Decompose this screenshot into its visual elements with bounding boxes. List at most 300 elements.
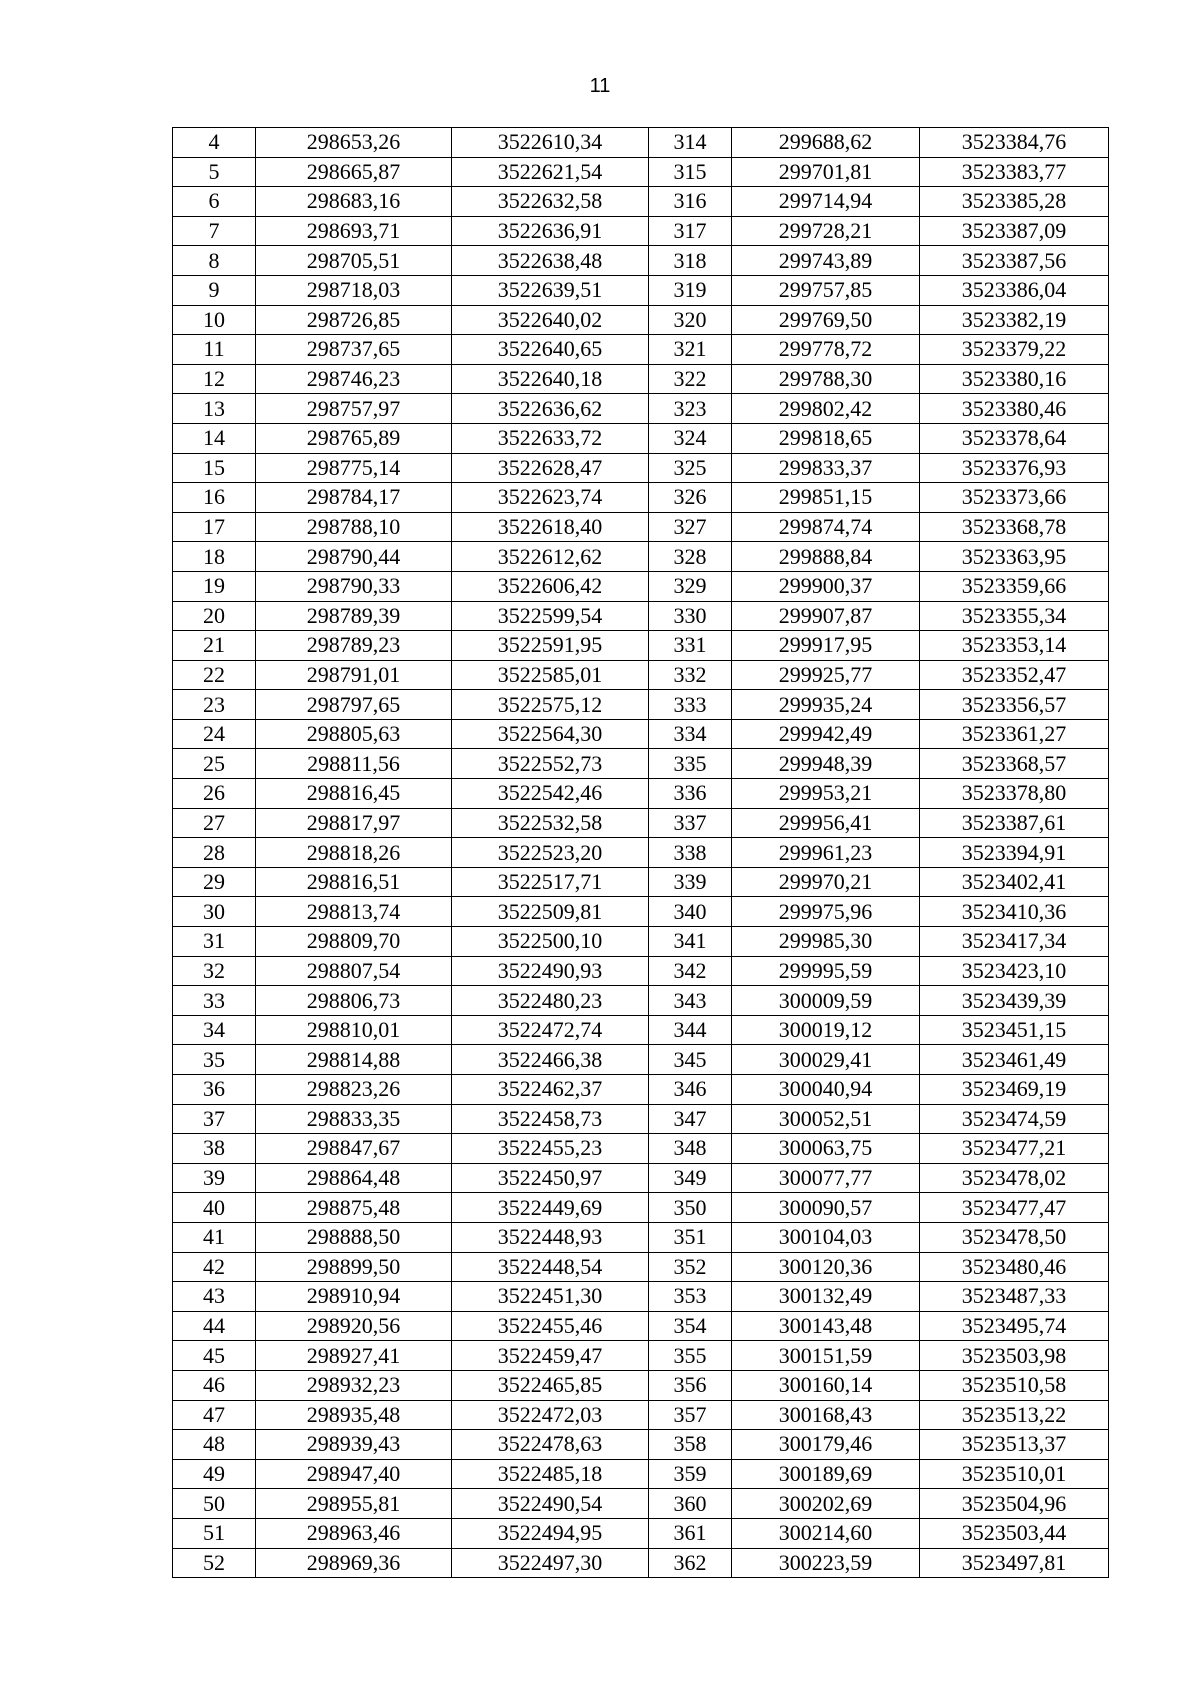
table-row bbox=[173, 956, 1109, 986]
cell-point-number-left: 36 bbox=[173, 1075, 256, 1105]
cell-point-number-left: 7 bbox=[173, 216, 256, 246]
cell-point-number-right: 355 bbox=[649, 1341, 732, 1371]
cell-x-right: 300223,59 bbox=[732, 1548, 920, 1578]
cell-point-number-left: 21 bbox=[173, 631, 256, 661]
cell-point-number-right: 347 bbox=[649, 1104, 732, 1134]
cell-point-number-right: 330 bbox=[649, 601, 732, 631]
cell-x-left: 298726,85 bbox=[256, 305, 452, 335]
table-row bbox=[173, 1222, 1109, 1252]
cell-point-number-right: 350 bbox=[649, 1193, 732, 1223]
cell-point-number-right: 332 bbox=[649, 660, 732, 690]
cell-x-right: 299942,49 bbox=[732, 719, 920, 749]
cell-point-number-left: 23 bbox=[173, 690, 256, 720]
table-row bbox=[173, 690, 1109, 720]
cell-y-right: 3523385,28 bbox=[920, 187, 1109, 217]
cell-x-left: 298784,17 bbox=[256, 483, 452, 513]
cell-y-left: 3522500,10 bbox=[452, 927, 649, 957]
cell-y-right: 3523376,93 bbox=[920, 453, 1109, 483]
cell-y-right: 3523378,80 bbox=[920, 779, 1109, 809]
cell-y-right: 3523510,58 bbox=[920, 1370, 1109, 1400]
cell-y-left: 3522552,73 bbox=[452, 749, 649, 779]
cell-y-left: 3522451,30 bbox=[452, 1282, 649, 1312]
cell-point-number-left: 26 bbox=[173, 779, 256, 809]
cell-point-number-right: 338 bbox=[649, 838, 732, 868]
cell-y-left: 3522462,37 bbox=[452, 1075, 649, 1105]
cell-y-right: 3523352,47 bbox=[920, 660, 1109, 690]
cell-x-right: 299975,96 bbox=[732, 897, 920, 927]
cell-x-right: 300009,59 bbox=[732, 986, 920, 1016]
cell-x-right: 300189,69 bbox=[732, 1459, 920, 1489]
cell-x-right: 299888,84 bbox=[732, 542, 920, 572]
cell-y-left: 3522610,34 bbox=[452, 128, 649, 158]
cell-point-number-right: 352 bbox=[649, 1252, 732, 1282]
cell-x-left: 298757,97 bbox=[256, 394, 452, 424]
table-row bbox=[173, 719, 1109, 749]
cell-point-number-left: 47 bbox=[173, 1400, 256, 1430]
table-row bbox=[173, 1134, 1109, 1164]
table-row bbox=[173, 1489, 1109, 1519]
cell-y-right: 3523353,14 bbox=[920, 631, 1109, 661]
table-row bbox=[173, 1163, 1109, 1193]
cell-point-number-left: 12 bbox=[173, 364, 256, 394]
cell-point-number-right: 319 bbox=[649, 275, 732, 305]
table-row bbox=[173, 601, 1109, 631]
cell-x-right: 299900,37 bbox=[732, 571, 920, 601]
cell-x-right: 299851,15 bbox=[732, 483, 920, 513]
cell-point-number-left: 33 bbox=[173, 986, 256, 1016]
cell-y-left: 3522623,74 bbox=[452, 483, 649, 513]
table-row bbox=[173, 512, 1109, 542]
cell-x-left: 298746,23 bbox=[256, 364, 452, 394]
cell-x-right: 300179,46 bbox=[732, 1430, 920, 1460]
table-row bbox=[173, 216, 1109, 246]
cell-y-right: 3523386,04 bbox=[920, 275, 1109, 305]
cell-point-number-right: 356 bbox=[649, 1370, 732, 1400]
cell-y-right: 3523359,66 bbox=[920, 571, 1109, 601]
cell-point-number-right: 316 bbox=[649, 187, 732, 217]
cell-y-left: 3522640,02 bbox=[452, 305, 649, 335]
cell-x-right: 300029,41 bbox=[732, 1045, 920, 1075]
cell-y-right: 3523439,39 bbox=[920, 986, 1109, 1016]
cell-point-number-right: 321 bbox=[649, 335, 732, 365]
cell-x-right: 299953,21 bbox=[732, 779, 920, 809]
cell-x-right: 299874,74 bbox=[732, 512, 920, 542]
cell-x-left: 298705,51 bbox=[256, 246, 452, 276]
cell-x-right: 299995,59 bbox=[732, 956, 920, 986]
cell-x-left: 298875,48 bbox=[256, 1193, 452, 1223]
cell-point-number-right: 342 bbox=[649, 956, 732, 986]
cell-x-left: 298963,46 bbox=[256, 1518, 452, 1548]
cell-point-number-right: 336 bbox=[649, 779, 732, 809]
coordinates-table-body bbox=[173, 128, 1109, 1578]
cell-x-left: 298823,26 bbox=[256, 1075, 452, 1105]
cell-y-right: 3523383,77 bbox=[920, 157, 1109, 187]
cell-y-right: 3523503,44 bbox=[920, 1518, 1109, 1548]
cell-x-left: 298790,44 bbox=[256, 542, 452, 572]
cell-x-left: 298910,94 bbox=[256, 1282, 452, 1312]
cell-y-right: 3523355,34 bbox=[920, 601, 1109, 631]
cell-y-left: 3522575,12 bbox=[452, 690, 649, 720]
cell-point-number-left: 38 bbox=[173, 1134, 256, 1164]
cell-y-left: 3522478,63 bbox=[452, 1430, 649, 1460]
table-row bbox=[173, 838, 1109, 868]
cell-y-left: 3522640,65 bbox=[452, 335, 649, 365]
table-row bbox=[173, 1193, 1109, 1223]
table-row bbox=[173, 1282, 1109, 1312]
cell-point-number-right: 328 bbox=[649, 542, 732, 572]
cell-y-left: 3522636,91 bbox=[452, 216, 649, 246]
cell-y-left: 3522472,03 bbox=[452, 1400, 649, 1430]
cell-y-right: 3523379,22 bbox=[920, 335, 1109, 365]
cell-x-right: 299778,72 bbox=[732, 335, 920, 365]
table-row bbox=[173, 542, 1109, 572]
cell-x-right: 300132,49 bbox=[732, 1282, 920, 1312]
cell-point-number-right: 345 bbox=[649, 1045, 732, 1075]
cell-x-right: 300040,94 bbox=[732, 1075, 920, 1105]
cell-y-left: 3522591,95 bbox=[452, 631, 649, 661]
cell-y-right: 3523394,91 bbox=[920, 838, 1109, 868]
cell-y-right: 3523417,34 bbox=[920, 927, 1109, 957]
cell-y-left: 3522638,48 bbox=[452, 246, 649, 276]
cell-point-number-right: 343 bbox=[649, 986, 732, 1016]
cell-y-right: 3523356,57 bbox=[920, 690, 1109, 720]
cell-y-right: 3523378,64 bbox=[920, 423, 1109, 453]
cell-point-number-left: 42 bbox=[173, 1252, 256, 1282]
cell-point-number-right: 322 bbox=[649, 364, 732, 394]
table-row bbox=[173, 394, 1109, 424]
table-row bbox=[173, 275, 1109, 305]
cell-point-number-right: 320 bbox=[649, 305, 732, 335]
cell-point-number-left: 8 bbox=[173, 246, 256, 276]
cell-y-left: 3522612,62 bbox=[452, 542, 649, 572]
cell-x-left: 298935,48 bbox=[256, 1400, 452, 1430]
cell-x-left: 298932,23 bbox=[256, 1370, 452, 1400]
cell-y-left: 3522640,18 bbox=[452, 364, 649, 394]
table-row bbox=[173, 1430, 1109, 1460]
cell-x-right: 300063,75 bbox=[732, 1134, 920, 1164]
cell-y-right: 3523474,59 bbox=[920, 1104, 1109, 1134]
table-row bbox=[173, 483, 1109, 513]
cell-x-right: 300104,03 bbox=[732, 1222, 920, 1252]
cell-x-right: 299818,65 bbox=[732, 423, 920, 453]
table-row bbox=[173, 187, 1109, 217]
table-row bbox=[173, 1548, 1109, 1578]
cell-x-right: 299985,30 bbox=[732, 927, 920, 957]
cell-point-number-left: 29 bbox=[173, 867, 256, 897]
cell-x-left: 298789,39 bbox=[256, 601, 452, 631]
cell-x-left: 298805,63 bbox=[256, 719, 452, 749]
cell-x-left: 298665,87 bbox=[256, 157, 452, 187]
cell-x-right: 299956,41 bbox=[732, 808, 920, 838]
table-row bbox=[173, 1341, 1109, 1371]
cell-x-right: 299728,21 bbox=[732, 216, 920, 246]
cell-x-left: 298810,01 bbox=[256, 1015, 452, 1045]
cell-y-left: 3522448,93 bbox=[452, 1222, 649, 1252]
cell-y-right: 3523513,37 bbox=[920, 1430, 1109, 1460]
cell-x-left: 298775,14 bbox=[256, 453, 452, 483]
cell-x-left: 298737,65 bbox=[256, 335, 452, 365]
page-number: 11 bbox=[589, 75, 611, 97]
cell-x-right: 299802,42 bbox=[732, 394, 920, 424]
cell-x-right: 300090,57 bbox=[732, 1193, 920, 1223]
cell-x-left: 298789,23 bbox=[256, 631, 452, 661]
cell-point-number-right: 326 bbox=[649, 483, 732, 513]
table-row bbox=[173, 660, 1109, 690]
cell-point-number-right: 358 bbox=[649, 1430, 732, 1460]
cell-y-left: 3522466,38 bbox=[452, 1045, 649, 1075]
cell-point-number-right: 329 bbox=[649, 571, 732, 601]
table-row bbox=[173, 1075, 1109, 1105]
cell-x-right: 299907,87 bbox=[732, 601, 920, 631]
cell-y-right: 3523461,49 bbox=[920, 1045, 1109, 1075]
cell-x-left: 298947,40 bbox=[256, 1459, 452, 1489]
cell-y-right: 3523387,61 bbox=[920, 808, 1109, 838]
cell-y-left: 3522490,93 bbox=[452, 956, 649, 986]
cell-point-number-left: 28 bbox=[173, 838, 256, 868]
cell-y-left: 3522509,81 bbox=[452, 897, 649, 927]
cell-y-right: 3523380,16 bbox=[920, 364, 1109, 394]
cell-x-left: 298807,54 bbox=[256, 956, 452, 986]
cell-y-left: 3522606,42 bbox=[452, 571, 649, 601]
cell-y-right: 3523384,76 bbox=[920, 128, 1109, 158]
cell-point-number-left: 35 bbox=[173, 1045, 256, 1075]
cell-point-number-left: 41 bbox=[173, 1222, 256, 1252]
cell-point-number-right: 325 bbox=[649, 453, 732, 483]
cell-x-left: 298969,36 bbox=[256, 1548, 452, 1578]
cell-x-left: 298888,50 bbox=[256, 1222, 452, 1252]
table-row bbox=[173, 631, 1109, 661]
cell-point-number-left: 37 bbox=[173, 1104, 256, 1134]
cell-y-right: 3523478,02 bbox=[920, 1163, 1109, 1193]
cell-x-right: 299788,30 bbox=[732, 364, 920, 394]
cell-y-left: 3522618,40 bbox=[452, 512, 649, 542]
cell-x-left: 298693,71 bbox=[256, 216, 452, 246]
table-row bbox=[173, 1045, 1109, 1075]
cell-point-number-right: 346 bbox=[649, 1075, 732, 1105]
cell-x-right: 300151,59 bbox=[732, 1341, 920, 1371]
cell-x-right: 300143,48 bbox=[732, 1311, 920, 1341]
cell-x-right: 300120,36 bbox=[732, 1252, 920, 1282]
cell-point-number-left: 24 bbox=[173, 719, 256, 749]
table-row bbox=[173, 423, 1109, 453]
cell-y-right: 3523361,27 bbox=[920, 719, 1109, 749]
cell-point-number-left: 30 bbox=[173, 897, 256, 927]
cell-point-number-left: 11 bbox=[173, 335, 256, 365]
cell-point-number-left: 45 bbox=[173, 1341, 256, 1371]
cell-point-number-right: 334 bbox=[649, 719, 732, 749]
cell-y-right: 3523363,95 bbox=[920, 542, 1109, 572]
cell-y-right: 3523495,74 bbox=[920, 1311, 1109, 1341]
table-row bbox=[173, 867, 1109, 897]
cell-y-left: 3522450,97 bbox=[452, 1163, 649, 1193]
cell-point-number-left: 20 bbox=[173, 601, 256, 631]
table-row bbox=[173, 157, 1109, 187]
cell-y-right: 3523368,78 bbox=[920, 512, 1109, 542]
cell-y-right: 3523402,41 bbox=[920, 867, 1109, 897]
cell-y-right: 3523380,46 bbox=[920, 394, 1109, 424]
cell-x-left: 298797,65 bbox=[256, 690, 452, 720]
cell-x-right: 300019,12 bbox=[732, 1015, 920, 1045]
cell-point-number-right: 337 bbox=[649, 808, 732, 838]
cell-y-right: 3523451,15 bbox=[920, 1015, 1109, 1045]
cell-point-number-right: 361 bbox=[649, 1518, 732, 1548]
cell-point-number-right: 360 bbox=[649, 1489, 732, 1519]
cell-point-number-right: 327 bbox=[649, 512, 732, 542]
cell-point-number-left: 43 bbox=[173, 1282, 256, 1312]
cell-x-left: 298817,97 bbox=[256, 808, 452, 838]
cell-y-left: 3522459,47 bbox=[452, 1341, 649, 1371]
cell-y-left: 3522585,01 bbox=[452, 660, 649, 690]
cell-x-right: 299714,94 bbox=[732, 187, 920, 217]
cell-y-left: 3522465,85 bbox=[452, 1370, 649, 1400]
table-row bbox=[173, 335, 1109, 365]
table-row bbox=[173, 305, 1109, 335]
cell-point-number-left: 50 bbox=[173, 1489, 256, 1519]
cell-y-left: 3522636,62 bbox=[452, 394, 649, 424]
cell-x-left: 298920,56 bbox=[256, 1311, 452, 1341]
cell-x-left: 298813,74 bbox=[256, 897, 452, 927]
cell-point-number-left: 34 bbox=[173, 1015, 256, 1045]
cell-x-right: 299948,39 bbox=[732, 749, 920, 779]
cell-point-number-left: 6 bbox=[173, 187, 256, 217]
cell-x-right: 299833,37 bbox=[732, 453, 920, 483]
cell-x-left: 298683,16 bbox=[256, 187, 452, 217]
cell-point-number-right: 331 bbox=[649, 631, 732, 661]
cell-point-number-left: 18 bbox=[173, 542, 256, 572]
cell-x-left: 298816,45 bbox=[256, 779, 452, 809]
cell-x-left: 298809,70 bbox=[256, 927, 452, 957]
cell-point-number-right: 353 bbox=[649, 1282, 732, 1312]
cell-point-number-right: 351 bbox=[649, 1222, 732, 1252]
cell-y-right: 3523373,66 bbox=[920, 483, 1109, 513]
cell-x-right: 299743,89 bbox=[732, 246, 920, 276]
cell-point-number-right: 362 bbox=[649, 1548, 732, 1578]
table-row bbox=[173, 749, 1109, 779]
cell-y-right: 3523368,57 bbox=[920, 749, 1109, 779]
cell-x-left: 298955,81 bbox=[256, 1489, 452, 1519]
cell-point-number-right: 314 bbox=[649, 128, 732, 158]
cell-y-right: 3523513,22 bbox=[920, 1400, 1109, 1430]
cell-y-left: 3522632,58 bbox=[452, 187, 649, 217]
cell-y-right: 3523477,21 bbox=[920, 1134, 1109, 1164]
cell-x-right: 300168,43 bbox=[732, 1400, 920, 1430]
cell-point-number-left: 4 bbox=[173, 128, 256, 158]
cell-x-left: 298927,41 bbox=[256, 1341, 452, 1371]
cell-y-left: 3522494,95 bbox=[452, 1518, 649, 1548]
cell-y-left: 3522449,69 bbox=[452, 1193, 649, 1223]
table-row bbox=[173, 808, 1109, 838]
cell-x-left: 298864,48 bbox=[256, 1163, 452, 1193]
cell-y-left: 3522621,54 bbox=[452, 157, 649, 187]
cell-x-left: 298816,51 bbox=[256, 867, 452, 897]
cell-point-number-right: 344 bbox=[649, 1015, 732, 1045]
cell-y-left: 3522564,30 bbox=[452, 719, 649, 749]
cell-x-right: 299701,81 bbox=[732, 157, 920, 187]
cell-y-left: 3522517,71 bbox=[452, 867, 649, 897]
cell-y-right: 3523503,98 bbox=[920, 1341, 1109, 1371]
cell-x-right: 299935,24 bbox=[732, 690, 920, 720]
cell-x-right: 300202,69 bbox=[732, 1489, 920, 1519]
table-row bbox=[173, 1400, 1109, 1430]
cell-x-right: 299917,95 bbox=[732, 631, 920, 661]
table-row bbox=[173, 897, 1109, 927]
table-row bbox=[173, 453, 1109, 483]
cell-point-number-right: 323 bbox=[649, 394, 732, 424]
cell-x-left: 298790,33 bbox=[256, 571, 452, 601]
cell-point-number-left: 14 bbox=[173, 423, 256, 453]
cell-point-number-left: 15 bbox=[173, 453, 256, 483]
table-row bbox=[173, 1104, 1109, 1134]
cell-y-right: 3523510,01 bbox=[920, 1459, 1109, 1489]
table-row bbox=[173, 1252, 1109, 1282]
table-row bbox=[173, 128, 1109, 158]
cell-point-number-left: 25 bbox=[173, 749, 256, 779]
cell-point-number-right: 349 bbox=[649, 1163, 732, 1193]
table-row bbox=[173, 1311, 1109, 1341]
cell-point-number-left: 32 bbox=[173, 956, 256, 986]
cell-point-number-left: 39 bbox=[173, 1163, 256, 1193]
cell-x-right: 299970,21 bbox=[732, 867, 920, 897]
table-row bbox=[173, 364, 1109, 394]
cell-point-number-left: 52 bbox=[173, 1548, 256, 1578]
cell-y-left: 3522485,18 bbox=[452, 1459, 649, 1489]
cell-x-left: 298806,73 bbox=[256, 986, 452, 1016]
cell-x-right: 300077,77 bbox=[732, 1163, 920, 1193]
cell-y-left: 3522490,54 bbox=[452, 1489, 649, 1519]
cell-point-number-left: 13 bbox=[173, 394, 256, 424]
cell-point-number-left: 46 bbox=[173, 1370, 256, 1400]
cell-point-number-right: 324 bbox=[649, 423, 732, 453]
cell-point-number-left: 27 bbox=[173, 808, 256, 838]
cell-point-number-right: 359 bbox=[649, 1459, 732, 1489]
cell-x-left: 298814,88 bbox=[256, 1045, 452, 1075]
cell-x-left: 298765,89 bbox=[256, 423, 452, 453]
cell-x-left: 298811,56 bbox=[256, 749, 452, 779]
table-row bbox=[173, 927, 1109, 957]
cell-y-right: 3523410,36 bbox=[920, 897, 1109, 927]
cell-y-left: 3522523,20 bbox=[452, 838, 649, 868]
cell-point-number-right: 318 bbox=[649, 246, 732, 276]
cell-x-right: 299688,62 bbox=[732, 128, 920, 158]
coordinates-table bbox=[172, 127, 1109, 1578]
cell-x-left: 298788,10 bbox=[256, 512, 452, 542]
cell-point-number-left: 19 bbox=[173, 571, 256, 601]
cell-y-left: 3522458,73 bbox=[452, 1104, 649, 1134]
cell-x-left: 298899,50 bbox=[256, 1252, 452, 1282]
cell-y-left: 3522633,72 bbox=[452, 423, 649, 453]
cell-y-right: 3523382,19 bbox=[920, 305, 1109, 335]
cell-point-number-right: 348 bbox=[649, 1134, 732, 1164]
cell-point-number-right: 317 bbox=[649, 216, 732, 246]
cell-y-right: 3523504,96 bbox=[920, 1489, 1109, 1519]
cell-point-number-right: 340 bbox=[649, 897, 732, 927]
cell-point-number-right: 341 bbox=[649, 927, 732, 957]
cell-y-left: 3522455,46 bbox=[452, 1311, 649, 1341]
cell-y-left: 3522542,46 bbox=[452, 779, 649, 809]
cell-y-right: 3523497,81 bbox=[920, 1548, 1109, 1578]
cell-point-number-right: 354 bbox=[649, 1311, 732, 1341]
cell-x-left: 298791,01 bbox=[256, 660, 452, 690]
cell-point-number-left: 9 bbox=[173, 275, 256, 305]
cell-x-left: 298833,35 bbox=[256, 1104, 452, 1134]
cell-y-left: 3522448,54 bbox=[452, 1252, 649, 1282]
table-row bbox=[173, 1015, 1109, 1045]
table-row bbox=[173, 1518, 1109, 1548]
cell-y-right: 3523423,10 bbox=[920, 956, 1109, 986]
cell-point-number-left: 17 bbox=[173, 512, 256, 542]
table-row bbox=[173, 571, 1109, 601]
cell-y-right: 3523480,46 bbox=[920, 1252, 1109, 1282]
